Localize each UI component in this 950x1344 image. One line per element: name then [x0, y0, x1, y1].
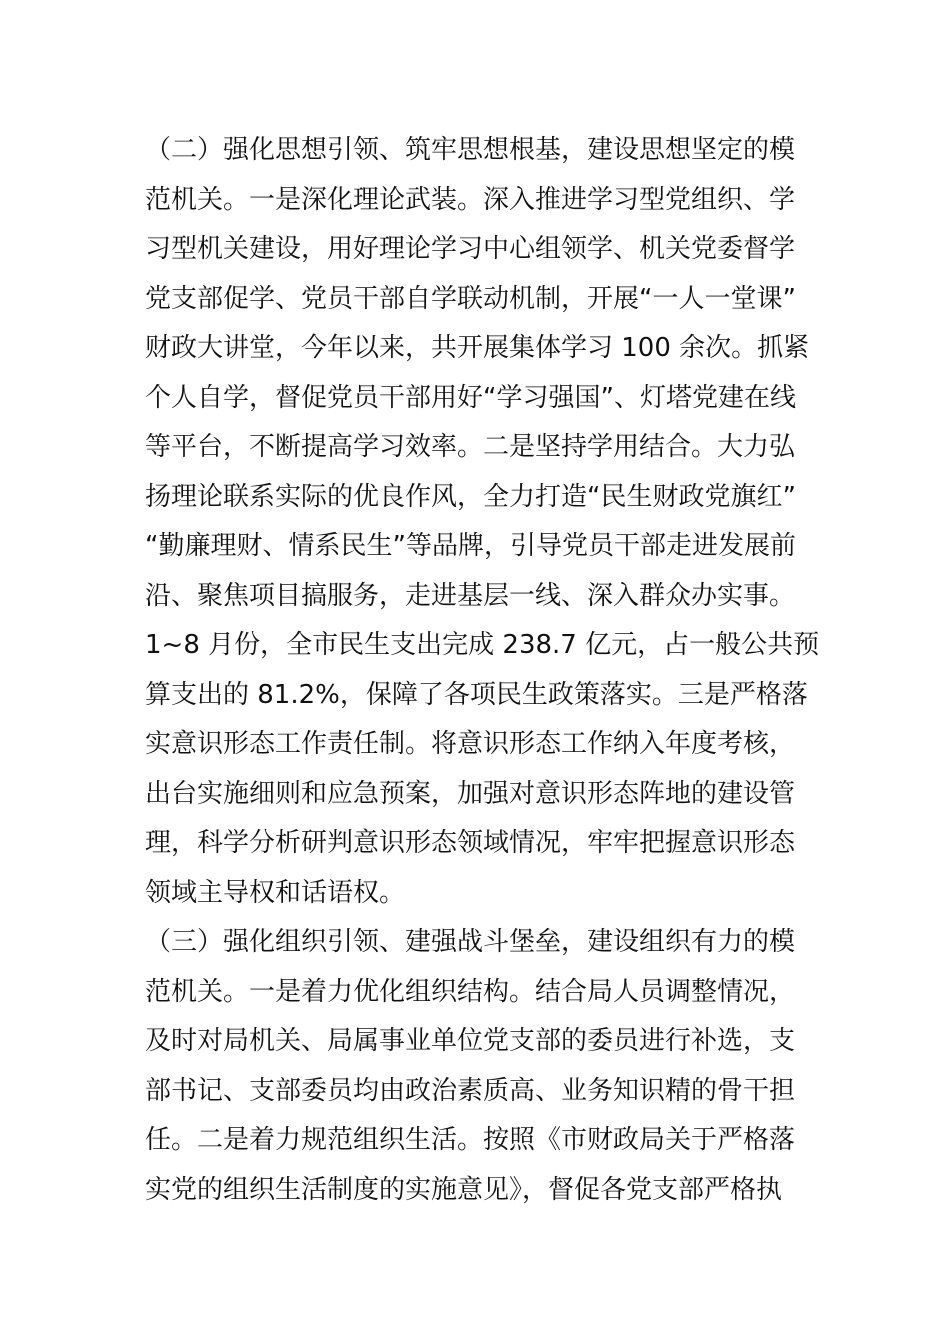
text-line: 范机关。一是深化理论武装。深入推进学习型党组织、学	[145, 184, 796, 215]
text-line: 实意识形态工作责任制。将意识形态工作纳入年度考核，	[145, 729, 796, 759]
text-line: 等平台，不断提高学习效率。二是坚持学用结合。大力弘	[145, 432, 796, 462]
text-line: （二）强化思想引领、筑牢思想根基，建设思想坚定的模	[145, 135, 796, 165]
text-line: 理，科学分析研判意识形态领域情况，牢牢把握意识形态	[145, 828, 796, 858]
text-line: 算支出的 81.2%，保障了各项民生政策落实。三是严格落	[145, 679, 808, 710]
text-line: 个人自学，督促党员干部用好“学习强国”、灯塔党建在线	[145, 382, 796, 413]
text-line: 习型机关建设，用好理论学习中心组领学、机关党委督学	[145, 234, 796, 264]
text-line: 财政大讲堂，今年以来，共开展集体学习 100 余次。抓紧	[145, 333, 810, 363]
body-text	[145, 126, 825, 1215]
text-line: 沿、聚焦项目搞服务，走进基层一线、深入群众办实事。	[145, 580, 796, 611]
text-line: “勤廉理财、情系民生”等品牌，引导党员干部走进发展前	[145, 531, 796, 561]
text-line: 及时对局机关、局属事业单位党支部的委员进行补选，支	[145, 1026, 796, 1056]
text-line: 范机关。一是着力优化组织结构。结合局人员调整情况，	[145, 976, 796, 1007]
text-line: 领域主导权和话语权。	[145, 877, 406, 908]
text-line: 任。二是着力规范组织生活。按照《市财政局关于严格落	[145, 1125, 796, 1155]
text-line: 实党的组织生活制度的实施意见》，督促各党支部严格执	[145, 1174, 783, 1205]
text-line: 党支部促学、党员干部自学联动机制，开展“一人一堂课”	[145, 283, 796, 314]
text-line: 1~8 月份，全市民生支出完成 238.7 亿元，占一般公共预	[145, 630, 820, 660]
text-line: （三）强化组织引领、建强战斗堡垒，建设组织有力的模	[145, 927, 796, 957]
text-line: 出台实施细则和应急预案，加强对意识形态阵地的建设管	[145, 778, 796, 809]
text-line: 部书记、支部委员均由政治素质高、业务知识精的骨干担	[145, 1075, 796, 1106]
text-line: 扬理论联系实际的优良作风，全力打造“民生财政党旗红”	[145, 481, 796, 512]
